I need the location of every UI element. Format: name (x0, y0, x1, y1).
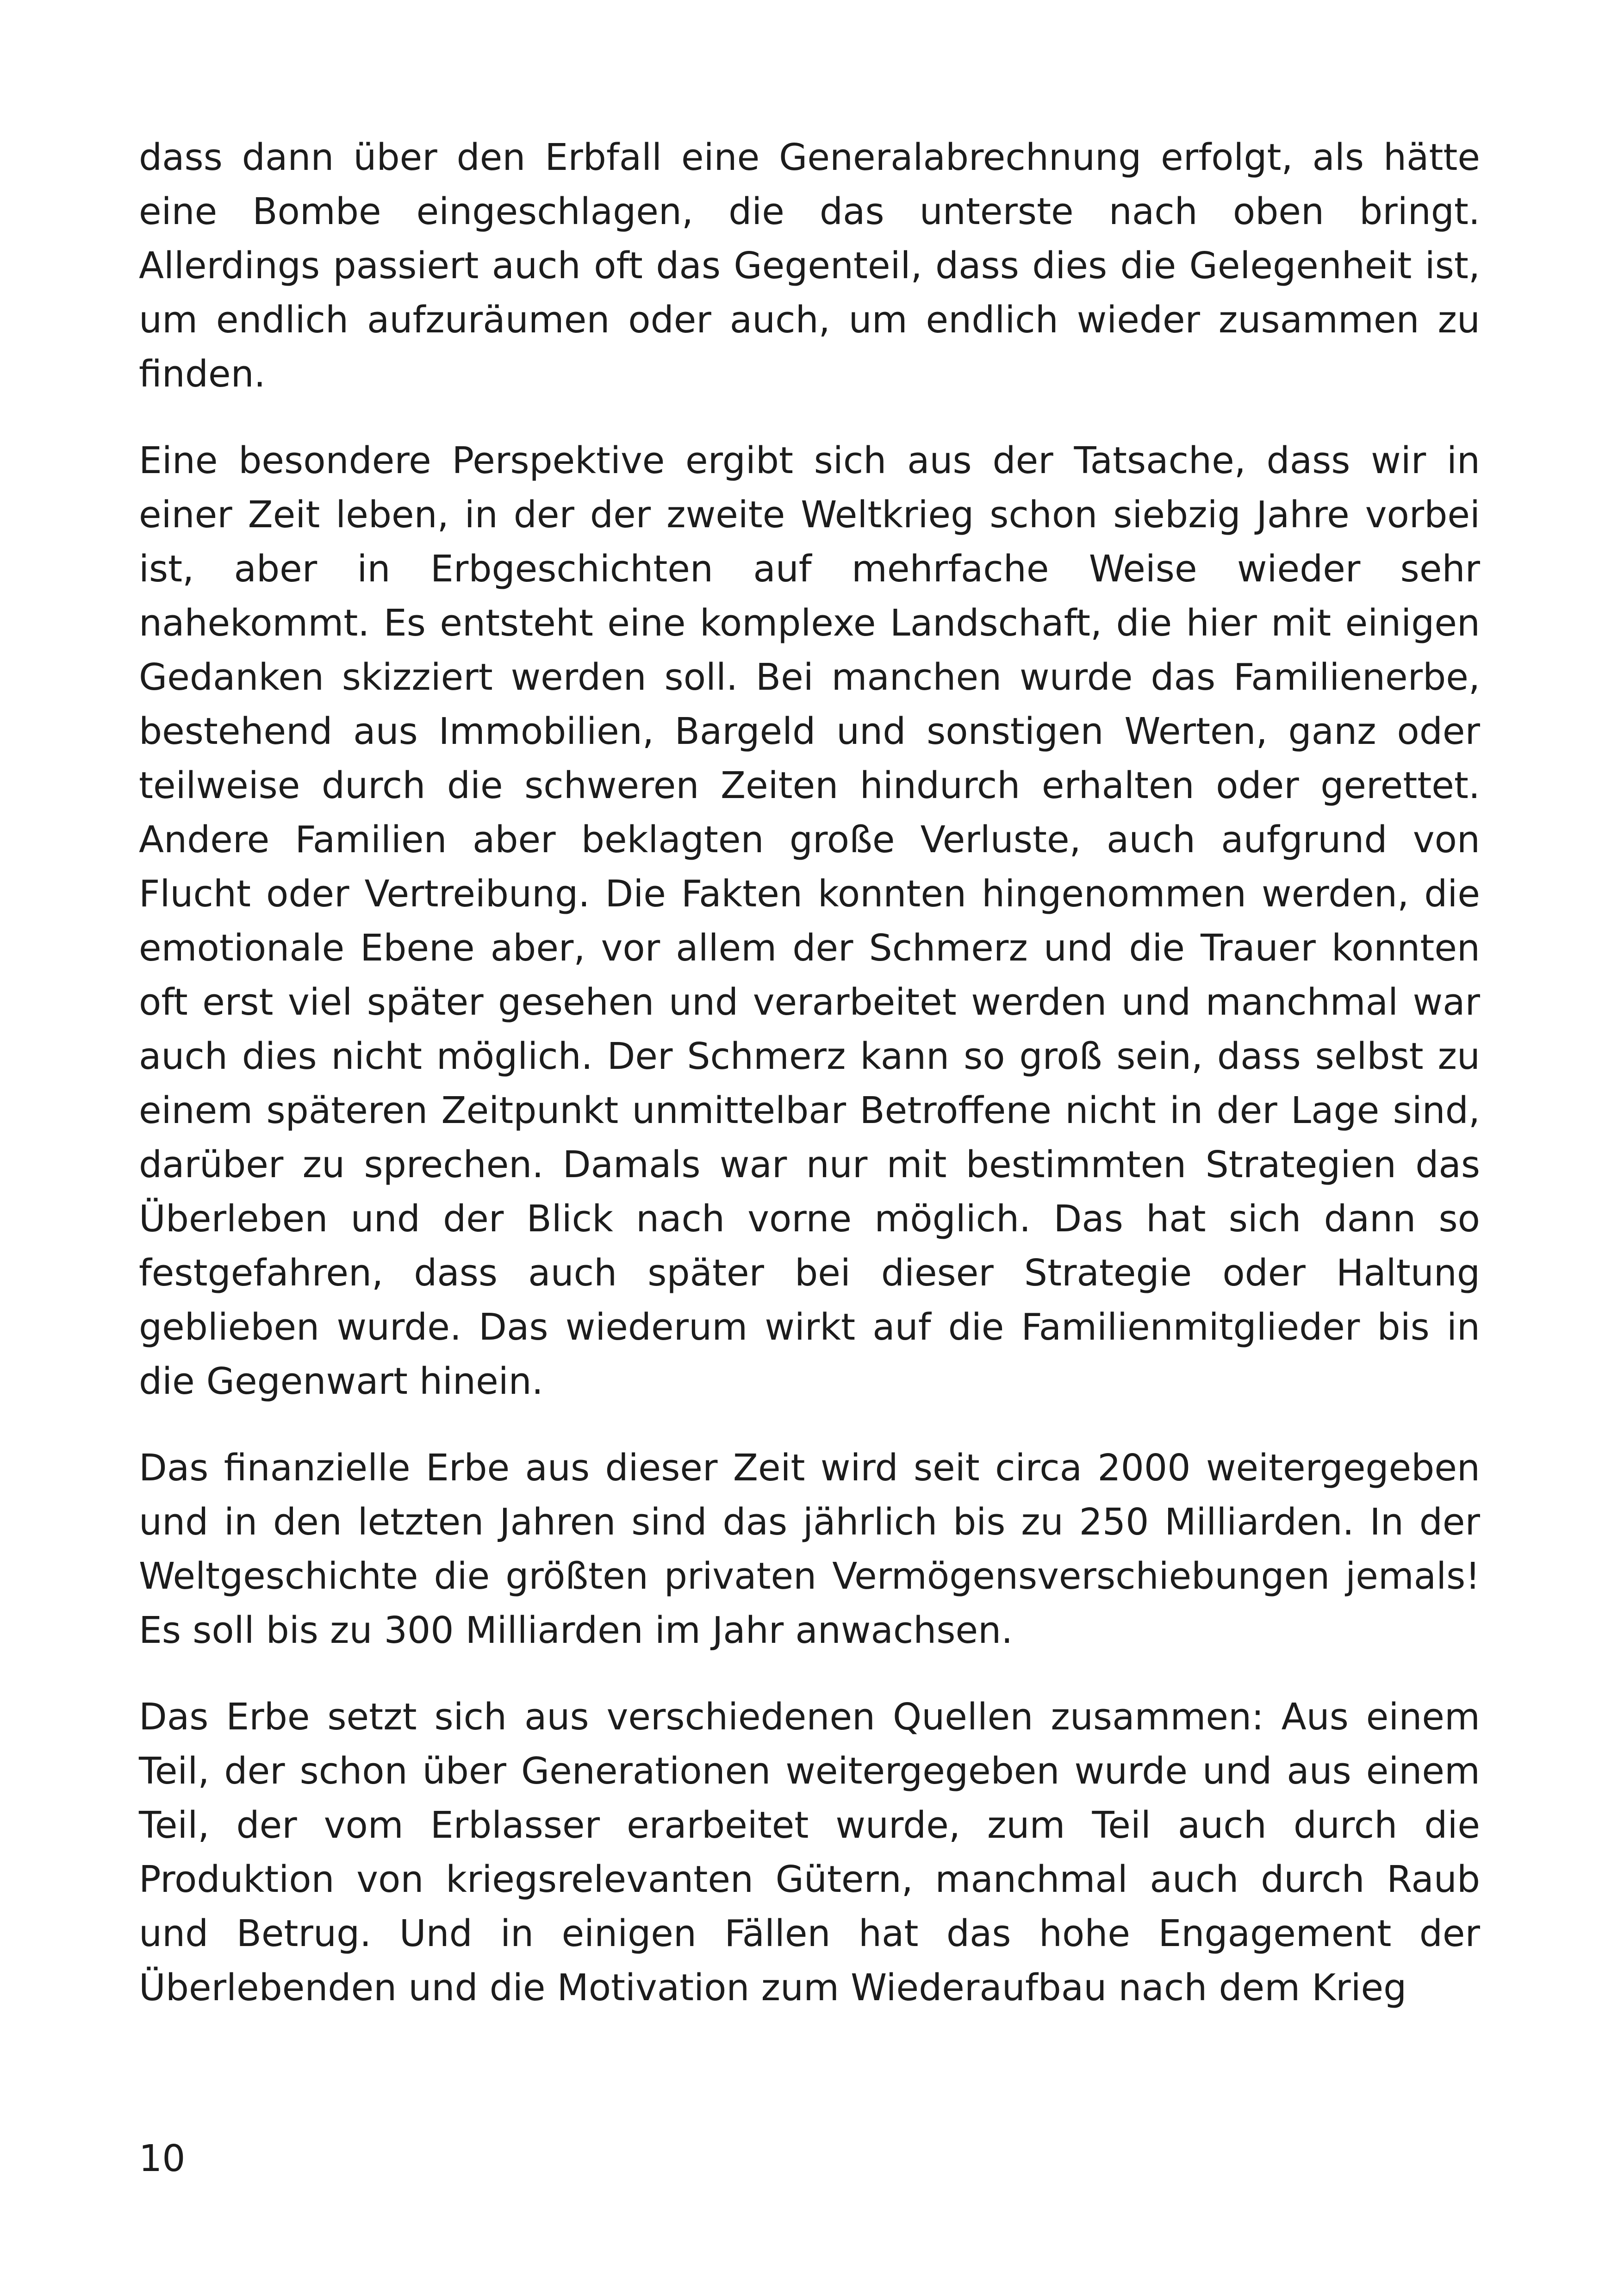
paragraph-4: Das Erbe setzt sich aus verschiedenen Quellen zusammen: Aus einem Teil, der schon über Generationen weitergegeben wurde und aus einem Teil, der vom Erblasser erarbeitet wurde, zum Teil auch durch die Produktion von kriegsrelevanten Gütern, manchmal auch durch Raub und Betrug. Und in einigen Fällen hat das hohe Engagement der Überlebenden und die Motivation zum Wiederaufbau nach dem Krieg (139, 1696, 1480, 2009)
paragraph-1: dass dann über den Erbfall eine Generalabrechnung erfolgt, als hätte eine Bombe eingeschlagen, die das unterste nach oben bringt. Allerdings passiert auch oft das Gegenteil, dass dies die Gelegenheit ist, um endlich aufzuräumen oder auch, um endlich wieder zusammen zu finden. (139, 136, 1480, 395)
paragraph-3: Das finanzielle Erbe aus dieser Zeit wird seit circa 2000 weitergegeben und in den letzten Jahren sind das jährlich bis zu 250 Milliarden. In der Weltgeschichte die größten privaten Vermögensverschiebungen jemals! Es soll bis zu 300 Milliarden im Jahr anwachsen. (139, 1447, 1480, 1652)
page-number: 10 (139, 2137, 186, 2180)
page-body (139, 131, 1480, 2015)
paragraph-2: Eine besondere Perspektive ergibt sich aus der Tatsache, dass wir in einer Zeit leben, in der der zweite Weltkrieg schon siebzig Jahre vorbei ist, aber in Erbgeschichten auf mehrfache Weise wieder sehr nahekommt. Es entsteht eine komplexe Landschaft, die hier mit einigen Gedanken skizziert werden soll. Bei manchen wurde das Familienerbe, bestehend aus Immobilien, Bargeld und sonstigen Werten, ganz oder teilweise durch die schweren Zeiten hindurch erhalten oder gerettet. Andere Familien aber beklagten große Verluste, auch aufgrund von Flucht oder Vertreibung. Die Fakten konnten hingenommen werden, die emotionale Ebene aber, vor allem der Schmerz und die Trauer konnten oft erst viel später gesehen und verarbeitet werden und manchmal war auch dies nicht möglich. Der Schmerz kann so groß sein, dass selbst zu einem späteren Zeitpunkt unmittelbar Betroffene nicht in der Lage sind, darüber zu sprechen. Damals war nur mit bestimmten Strategien das Überleben und der Blick nach vorne möglich. Das hat sich dann so festgefahren, dass auch später bei dieser Strategie oder Haltung geblieben wurde. Das wiederum wirkt auf die Familienmitglieder bis in die Gegenwart hinein. (139, 439, 1480, 1403)
